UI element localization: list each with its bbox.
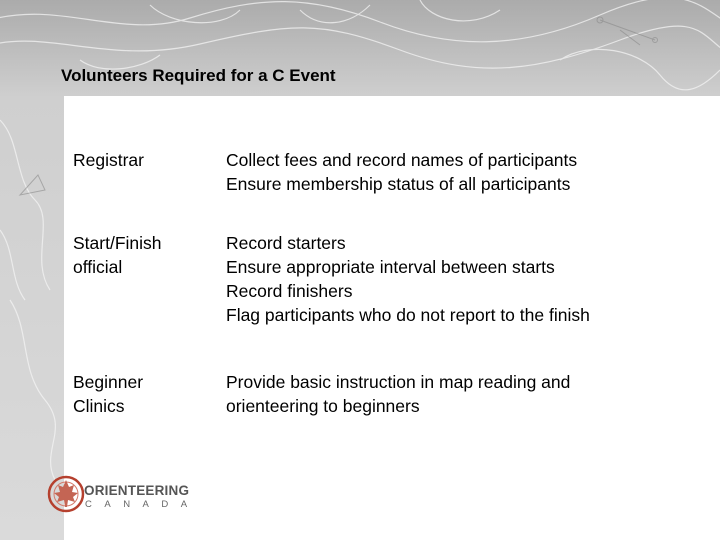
duty-line: Flag participants who do not report to the finish [226,305,590,325]
duty-list [226,231,696,327]
duty-line: Collect fees and record names of participants [226,150,578,170]
duty-line: Provide basic instruction in map reading and [226,372,571,392]
role-label [73,370,213,418]
logo-wordmark: ORIENTEERING [84,483,190,498]
duty-line: Ensure membership status of all participants [226,174,571,194]
duty-list [226,370,696,418]
duty-line: Record finishers [226,281,353,301]
role-line: Registrar [73,150,144,170]
slide-title: Volunteers Required for a C Event [61,66,336,85]
duty-list [226,148,696,196]
role-line: Clinics [73,396,125,416]
role-line: Beginner [73,372,144,392]
role-line: official [73,257,123,277]
role-label [73,148,213,172]
duty-line: orienteering to beginners [226,396,420,416]
role-label [73,231,213,279]
role-line: Start/Finish [73,233,162,253]
duty-line: Record starters [226,233,346,253]
duty-line: Ensure appropriate interval between starts [226,257,555,277]
logo-subtitle: CANADA [85,499,200,510]
orienteering-canada-logo [46,470,200,518]
